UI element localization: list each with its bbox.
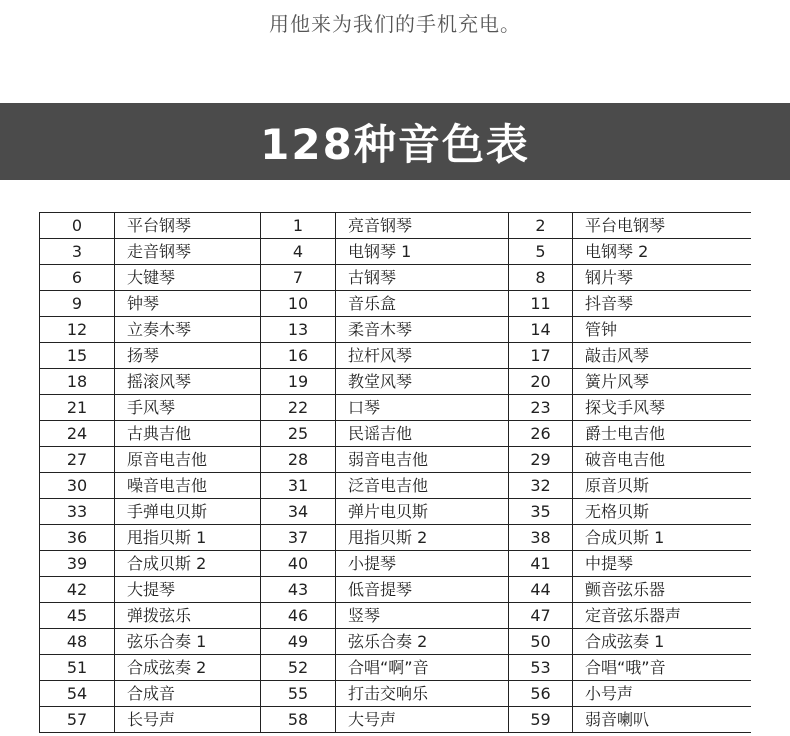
tone-name: 平台电钢琴	[573, 213, 752, 239]
tone-number: 44	[509, 577, 573, 603]
tone-number: 1	[261, 213, 336, 239]
tone-name: 弱音喇叭	[573, 707, 752, 733]
tone-number: 8	[509, 265, 573, 291]
tone-number: 39	[40, 551, 115, 577]
tone-number: 26	[509, 421, 573, 447]
tone-number: 43	[261, 577, 336, 603]
tone-name: 小号声	[573, 681, 752, 707]
table-row	[40, 499, 752, 525]
tone-number: 45	[40, 603, 115, 629]
tone-number: 6	[40, 265, 115, 291]
table-row	[40, 213, 752, 239]
tone-name: 古钢琴	[336, 265, 509, 291]
tone-name: 合成弦奏 2	[115, 655, 261, 681]
tone-name: 拉杆风琴	[336, 343, 509, 369]
tone-name: 探戈手风琴	[573, 395, 752, 421]
tone-name: 平台钢琴	[115, 213, 261, 239]
tone-name: 甩指贝斯 1	[115, 525, 261, 551]
tone-name: 扬琴	[115, 343, 261, 369]
tone-number: 47	[509, 603, 573, 629]
tone-number: 46	[261, 603, 336, 629]
tone-number: 7	[261, 265, 336, 291]
tone-number: 15	[40, 343, 115, 369]
tone-number: 9	[40, 291, 115, 317]
table-row	[40, 395, 752, 421]
tone-number: 37	[261, 525, 336, 551]
table-row	[40, 369, 752, 395]
table-row	[40, 707, 752, 733]
tone-name: 小提琴	[336, 551, 509, 577]
tone-name: 合成音	[115, 681, 261, 707]
table-row	[40, 525, 752, 551]
tone-number: 31	[261, 473, 336, 499]
tone-name: 抖音琴	[573, 291, 752, 317]
tone-name: 手风琴	[115, 395, 261, 421]
intro-text: 用他来为我们的手机充电。	[269, 12, 521, 36]
tone-number: 32	[509, 473, 573, 499]
tone-name: 大键琴	[115, 265, 261, 291]
tone-name: 合成弦奏 1	[573, 629, 752, 655]
tone-number: 23	[509, 395, 573, 421]
tone-number: 25	[261, 421, 336, 447]
tone-name: 大号声	[336, 707, 509, 733]
tone-number: 19	[261, 369, 336, 395]
tone-number: 21	[40, 395, 115, 421]
tone-name: 弹片电贝斯	[336, 499, 509, 525]
tone-number: 5	[509, 239, 573, 265]
tone-name: 钟琴	[115, 291, 261, 317]
tone-name: 簧片风琴	[573, 369, 752, 395]
tone-name: 定音弦乐器声	[573, 603, 752, 629]
table-row	[40, 629, 752, 655]
tone-number: 27	[40, 447, 115, 473]
tone-number: 14	[509, 317, 573, 343]
tone-name: 摇滚风琴	[115, 369, 261, 395]
tone-name: 长号声	[115, 707, 261, 733]
tone-number: 36	[40, 525, 115, 551]
tone-number: 28	[261, 447, 336, 473]
tone-name: 弱音电吉他	[336, 447, 509, 473]
tone-number: 40	[261, 551, 336, 577]
table-row	[40, 603, 752, 629]
tone-number: 38	[509, 525, 573, 551]
tone-number: 16	[261, 343, 336, 369]
tone-table-container	[39, 212, 751, 736]
tone-name: 柔音木琴	[336, 317, 509, 343]
tone-number: 49	[261, 629, 336, 655]
tone-name: 合唱“哦”音	[573, 655, 752, 681]
tone-name: 合成贝斯 2	[115, 551, 261, 577]
tone-name: 噪音电吉他	[115, 473, 261, 499]
table-row	[40, 239, 752, 265]
tone-number: 56	[509, 681, 573, 707]
tone-name: 泛音电吉他	[336, 473, 509, 499]
tone-number: 24	[40, 421, 115, 447]
tone-number: 11	[509, 291, 573, 317]
table-row	[40, 291, 752, 317]
banner-title: 128种音色表	[260, 119, 530, 169]
tone-number: 41	[509, 551, 573, 577]
tone-number: 18	[40, 369, 115, 395]
tone-name: 甩指贝斯 2	[336, 525, 509, 551]
table-row	[40, 473, 752, 499]
tone-name: 打击交响乐	[336, 681, 509, 707]
tone-name: 弦乐合奏 1	[115, 629, 261, 655]
tone-number: 33	[40, 499, 115, 525]
table-row	[40, 421, 752, 447]
tone-number: 48	[40, 629, 115, 655]
tone-number: 53	[509, 655, 573, 681]
tone-number: 34	[261, 499, 336, 525]
tone-number: 51	[40, 655, 115, 681]
table-row	[40, 577, 752, 603]
tone-name: 亮音钢琴	[336, 213, 509, 239]
tone-number: 17	[509, 343, 573, 369]
tone-number: 54	[40, 681, 115, 707]
table-row	[40, 265, 752, 291]
tone-name: 无格贝斯	[573, 499, 752, 525]
tone-name: 口琴	[336, 395, 509, 421]
tone-number: 30	[40, 473, 115, 499]
table-row	[40, 681, 752, 707]
table-row	[40, 655, 752, 681]
tone-name: 手弹电贝斯	[115, 499, 261, 525]
tone-name: 民谣吉他	[336, 421, 509, 447]
tone-number: 57	[40, 707, 115, 733]
tone-number: 59	[509, 707, 573, 733]
tone-number: 13	[261, 317, 336, 343]
tone-number: 20	[509, 369, 573, 395]
tone-number: 55	[261, 681, 336, 707]
tone-name: 弹拨弦乐	[115, 603, 261, 629]
tone-name: 古典吉他	[115, 421, 261, 447]
tone-name: 低音提琴	[336, 577, 509, 603]
tone-name: 钢片琴	[573, 265, 752, 291]
table-row	[40, 317, 752, 343]
tone-number: 10	[261, 291, 336, 317]
tone-name: 原音电吉他	[115, 447, 261, 473]
tone-name: 颤音弦乐器	[573, 577, 752, 603]
tone-number: 22	[261, 395, 336, 421]
tone-name: 电钢琴 2	[573, 239, 752, 265]
tone-number: 50	[509, 629, 573, 655]
tone-name: 走音钢琴	[115, 239, 261, 265]
tone-number: 58	[261, 707, 336, 733]
table-row	[40, 343, 752, 369]
tone-name: 音乐盒	[336, 291, 509, 317]
table-row	[40, 551, 752, 577]
tone-name: 敲击风琴	[573, 343, 752, 369]
table-row	[40, 447, 752, 473]
tone-name: 电钢琴 1	[336, 239, 509, 265]
tone-name: 中提琴	[573, 551, 752, 577]
tone-number: 4	[261, 239, 336, 265]
tone-number: 3	[40, 239, 115, 265]
tone-name: 立奏木琴	[115, 317, 261, 343]
tone-name: 爵士电吉他	[573, 421, 752, 447]
tone-name: 管钟	[573, 317, 752, 343]
tone-table	[39, 212, 751, 733]
tone-name: 大提琴	[115, 577, 261, 603]
tone-name: 原音贝斯	[573, 473, 752, 499]
tone-name: 弦乐合奏 2	[336, 629, 509, 655]
tone-name: 合成贝斯 1	[573, 525, 752, 551]
title-banner	[0, 103, 790, 180]
tone-number: 52	[261, 655, 336, 681]
tone-number: 35	[509, 499, 573, 525]
tone-number: 12	[40, 317, 115, 343]
tone-number: 0	[40, 213, 115, 239]
tone-number: 29	[509, 447, 573, 473]
tone-name: 合唱“啊”音	[336, 655, 509, 681]
tone-name: 竖琴	[336, 603, 509, 629]
tone-name: 破音电吉他	[573, 447, 752, 473]
tone-name: 教堂风琴	[336, 369, 509, 395]
tone-number: 2	[509, 213, 573, 239]
tone-number: 42	[40, 577, 115, 603]
